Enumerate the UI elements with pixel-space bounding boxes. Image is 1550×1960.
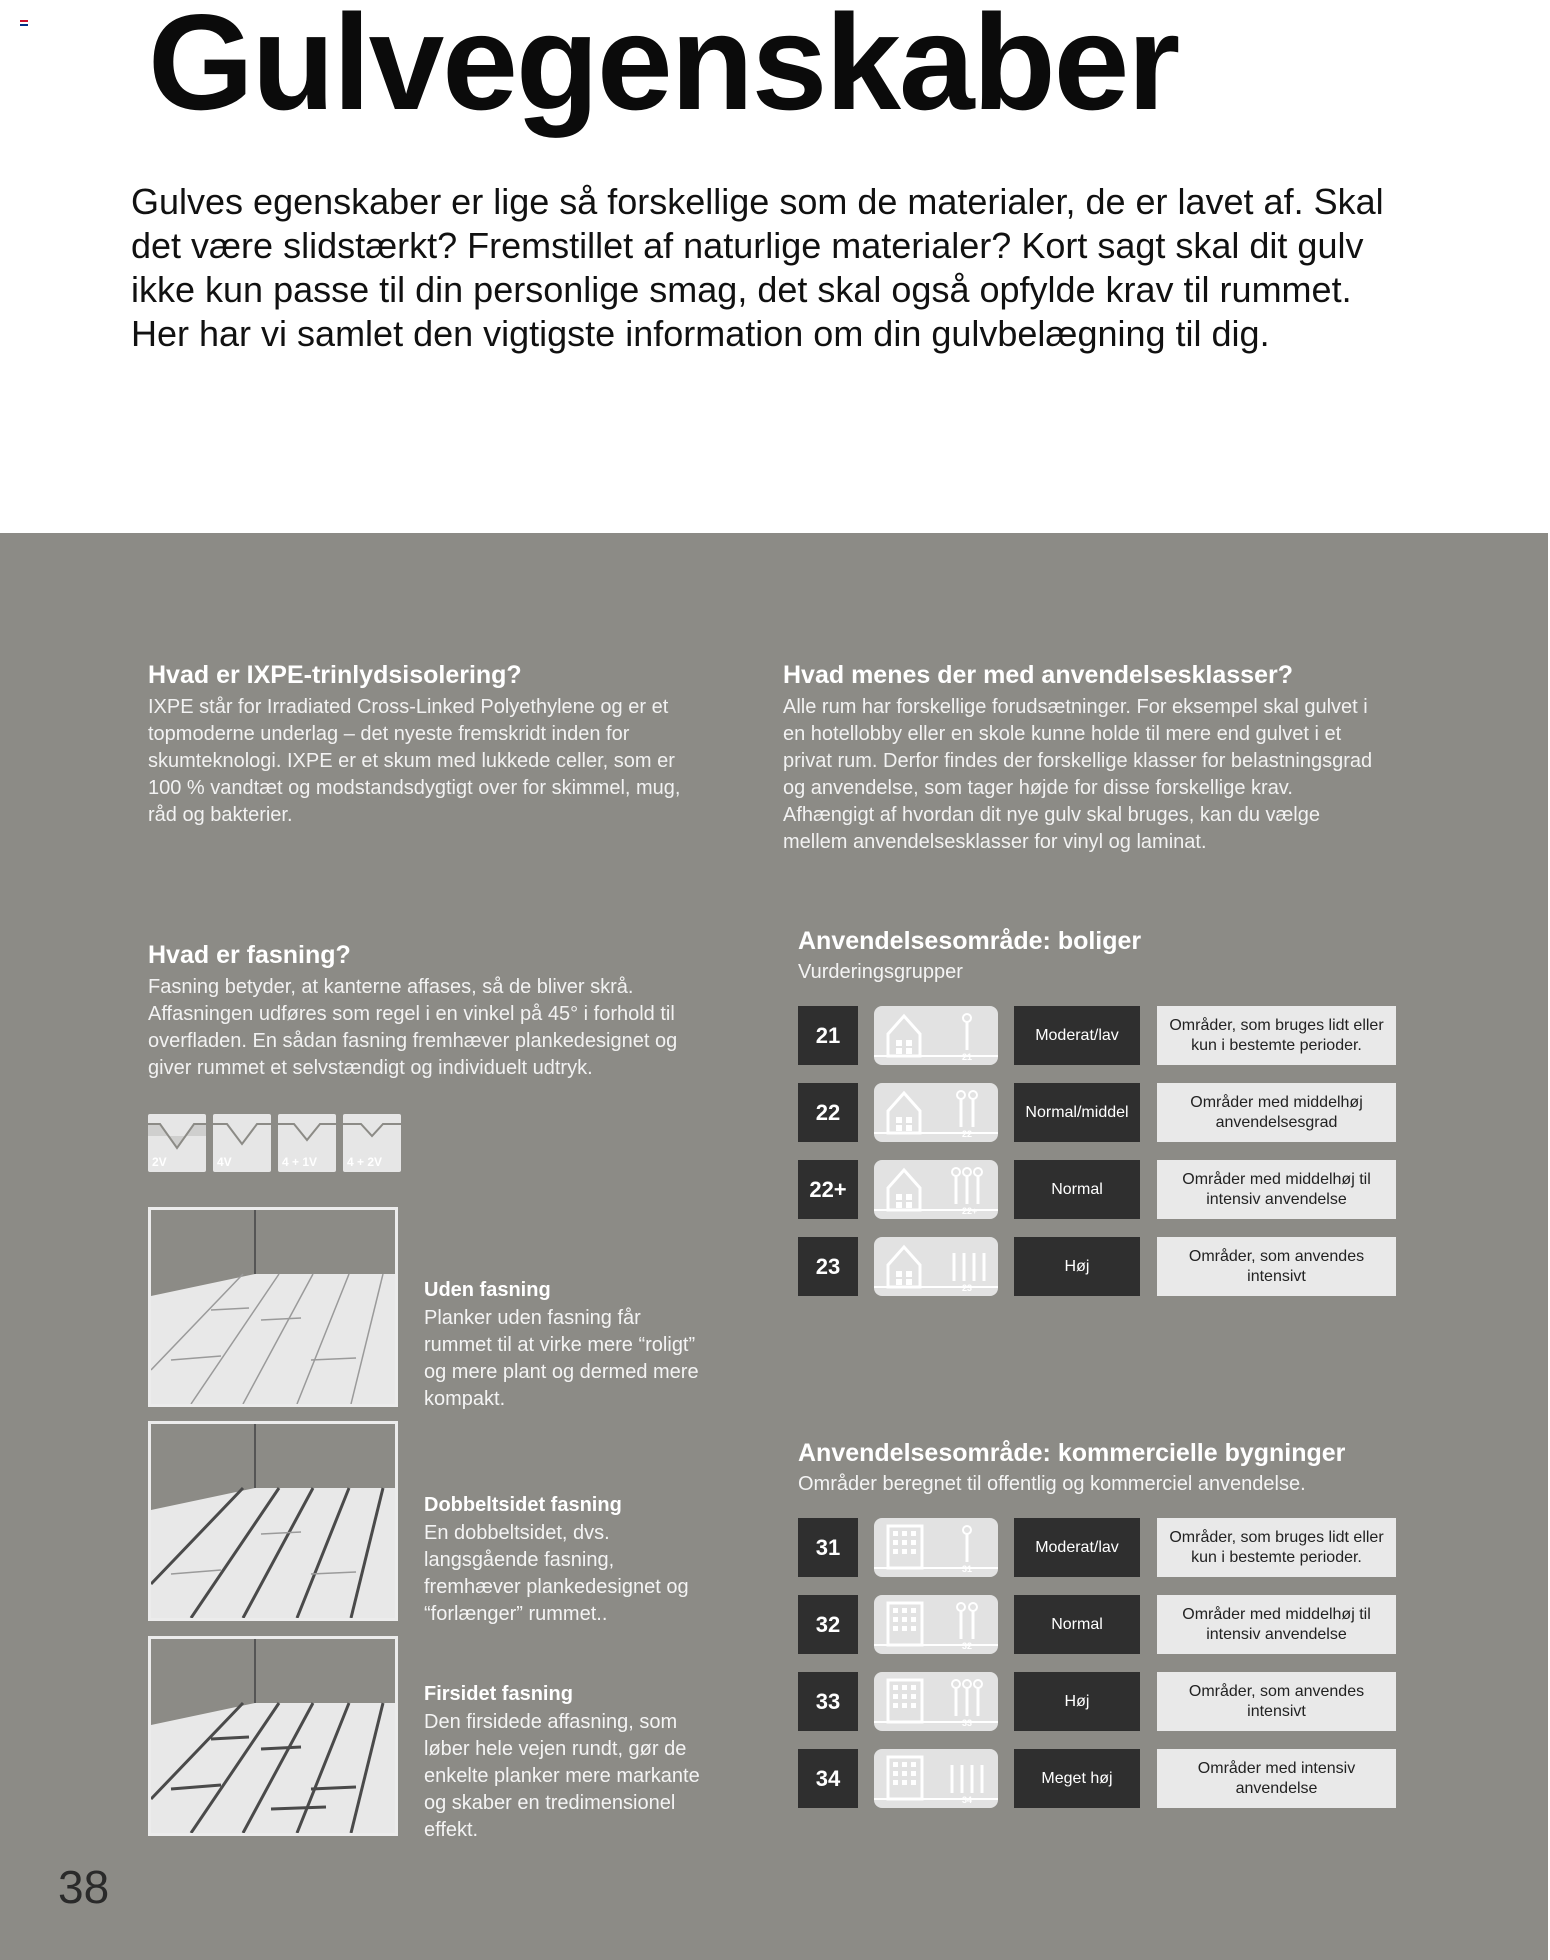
usage-level: Meget høj xyxy=(1014,1749,1140,1808)
class-number: 22+ xyxy=(798,1160,858,1219)
building-people-icon xyxy=(874,1595,998,1654)
class-number: 23 xyxy=(798,1237,858,1296)
no-bevel-text xyxy=(424,1277,714,1413)
table-row xyxy=(798,1160,1396,1219)
floor-illustration-no-bevel xyxy=(148,1207,398,1407)
language-flag-icon xyxy=(20,20,28,26)
commercial-heading: Anvendelsesområde: kommercielle bygninger xyxy=(798,1439,1346,1467)
building-people-icon xyxy=(874,1749,998,1808)
usage-description: Områder med middelhøj til intensiv anvendelse xyxy=(1157,1595,1396,1654)
class-tag: 31 xyxy=(962,1564,973,1574)
house-people-icon xyxy=(874,1083,998,1142)
bevel-text: Fasning betyder, at kanterne affases, så de bliver skrå. Affasningen udføres som regel i en vinkel på 45° i forhold til overfladen. En sådan fasning fremhæver plankedesignet og giver rummet et selvstændigt og individuelt udtryk. xyxy=(148,976,678,1079)
table-row xyxy=(798,1237,1396,1296)
usage-level: Normal xyxy=(1014,1595,1140,1654)
bevel-type-label: 2V xyxy=(152,1155,167,1169)
usage-level: Moderat/lav xyxy=(1014,1006,1140,1065)
double-bevel-title: Dobbeltsidet fasning xyxy=(424,1494,622,1516)
class-number: 33 xyxy=(798,1672,858,1731)
class-tag: 32 xyxy=(962,1641,973,1651)
residential-heading: Anvendelsesområde: boliger xyxy=(798,927,1142,955)
ixpe-heading: Hvad er IXPE-trinlydsisolering? xyxy=(148,661,522,689)
page-number: 38 xyxy=(58,1861,110,1913)
usage-level: Normal xyxy=(1014,1160,1140,1219)
usage-description: Områder med middelhøj anvendelsesgrad xyxy=(1157,1083,1396,1142)
residential-subheading: Vurderingsgrupper xyxy=(798,961,963,983)
commercial-table xyxy=(798,1518,1396,1808)
floor-illustration-double-bevel xyxy=(148,1421,398,1621)
table-row xyxy=(798,1518,1396,1577)
bevel-section xyxy=(148,940,713,1082)
four-bevel-text xyxy=(424,1681,714,1844)
no-bevel-title: Uden fasning xyxy=(424,1279,551,1301)
class-tag: 34 xyxy=(962,1795,973,1805)
bevel-type-4-2v xyxy=(343,1114,401,1172)
table-row xyxy=(798,1749,1396,1808)
ixpe-section xyxy=(148,660,708,829)
usage-description: Områder, som bruges lidt eller kun i bestemte perioder. xyxy=(1157,1518,1396,1577)
table-row xyxy=(798,1006,1396,1065)
double-bevel-description: En dobbeltsidet, dvs. langsgående fasning, fremhæver plankedesignet og “forlænger” rummet.. xyxy=(424,1522,689,1625)
table-row xyxy=(798,1672,1396,1731)
building-people-icon xyxy=(874,1672,998,1731)
class-number: 31 xyxy=(798,1518,858,1577)
table-row xyxy=(798,1595,1396,1654)
house-people-icon xyxy=(874,1160,998,1219)
page-title: Gulvegenskaber xyxy=(148,0,1179,138)
class-tag: 21 xyxy=(962,1052,973,1062)
usage-level: Moderat/lav xyxy=(1014,1518,1140,1577)
class-number: 32 xyxy=(798,1595,858,1654)
residential-section xyxy=(798,926,1396,1296)
class-tag: 23 xyxy=(962,1283,973,1293)
house-people-icon xyxy=(874,1006,998,1065)
bevel-type-4v xyxy=(213,1114,271,1172)
usage-description: Områder med intensiv anvendelse xyxy=(1157,1749,1396,1808)
bevel-type-label: 4 + 2V xyxy=(347,1155,383,1169)
house-people-icon xyxy=(874,1237,998,1296)
classes-section xyxy=(783,660,1383,856)
ixpe-text: IXPE står for Irradiated Cross-Linked Polyethylene og er et topmoderne underlag – det nyeste fremskridt inden for skumteknologi. IXPE er et skum med lukkede celler, som er 100 % vandtæt og modstandsdygtigt over for skimmel, mug, råd og bakterier. xyxy=(148,696,681,826)
usage-description: Områder, som bruges lidt eller kun i bestemte perioder. xyxy=(1157,1006,1396,1065)
usage-level: Høj xyxy=(1014,1672,1140,1731)
usage-level: Høj xyxy=(1014,1237,1140,1296)
table-row xyxy=(798,1083,1396,1142)
bevel-type-2v xyxy=(148,1114,206,1172)
four-bevel-description: Den firsidede affasning, som løber hele vejen rundt, gør de enkelte planker mere markante og skaber en tredimensionel effekt. xyxy=(424,1711,700,1841)
usage-description: Områder, som anvendes intensivt xyxy=(1157,1237,1396,1296)
bevel-types xyxy=(148,1114,401,1172)
usage-description: Områder, som anvendes intensivt xyxy=(1157,1672,1396,1731)
commercial-section xyxy=(798,1438,1396,1808)
bevel-type-label: 4V xyxy=(217,1155,232,1169)
class-number: 34 xyxy=(798,1749,858,1808)
intro-text: Gulves egenskaber er lige så forskellige som de materialer, de er lavet af. Skal det være slidstærkt? Fremstillet af naturlige materialer? Kort sagt skal dit gulv ikke kun passe til din personlige smag, det skal også opfylde krav til rummet. Her har vi samlet den vigtigste information om din gulvbelægning til dig. xyxy=(131,181,1384,354)
double-bevel-text xyxy=(424,1492,714,1628)
classes-text: Alle rum har forskellige forudsætninger. For eksempel skal gulvet i en hotellobby eller en skole kunne holde til mere end gulvet i et privat rum. Derfor findes der forskellige klasser for belastningsgrad og anvendelse, som tager højde for disse forskellige krav. Afhængigt af hvordan dit nye gulv skal bruges, kan du vælge mellem anvendelsesklasser for vinyl og laminat. xyxy=(783,696,1373,853)
class-tag: 33 xyxy=(962,1718,973,1728)
no-bevel-description: Planker uden fasning får rummet til at virke mere “roligt” og mere plant og dermed mere kompakt. xyxy=(424,1307,699,1410)
bevel-type-4-1v xyxy=(278,1114,336,1172)
floor-illustration-four-bevel xyxy=(148,1636,398,1836)
bevel-type-label: 4 + 1V xyxy=(282,1155,318,1169)
usage-description: Områder med middelhøj til intensiv anvendelse xyxy=(1157,1160,1396,1219)
bevel-heading: Hvad er fasning? xyxy=(148,941,351,969)
usage-level: Normal/middel xyxy=(1014,1083,1140,1142)
class-tag: 22 xyxy=(962,1129,973,1139)
class-tag: 22+ xyxy=(962,1206,978,1216)
classes-heading: Hvad menes der med anvendelsesklasser? xyxy=(783,661,1293,689)
class-number: 21 xyxy=(798,1006,858,1065)
building-people-icon xyxy=(874,1518,998,1577)
four-bevel-title: Firsidet fasning xyxy=(424,1683,573,1705)
class-number: 22 xyxy=(798,1083,858,1142)
commercial-subheading: Områder beregnet til offentlig og kommerciel anvendelse. xyxy=(798,1473,1306,1495)
residential-table xyxy=(798,1006,1396,1296)
